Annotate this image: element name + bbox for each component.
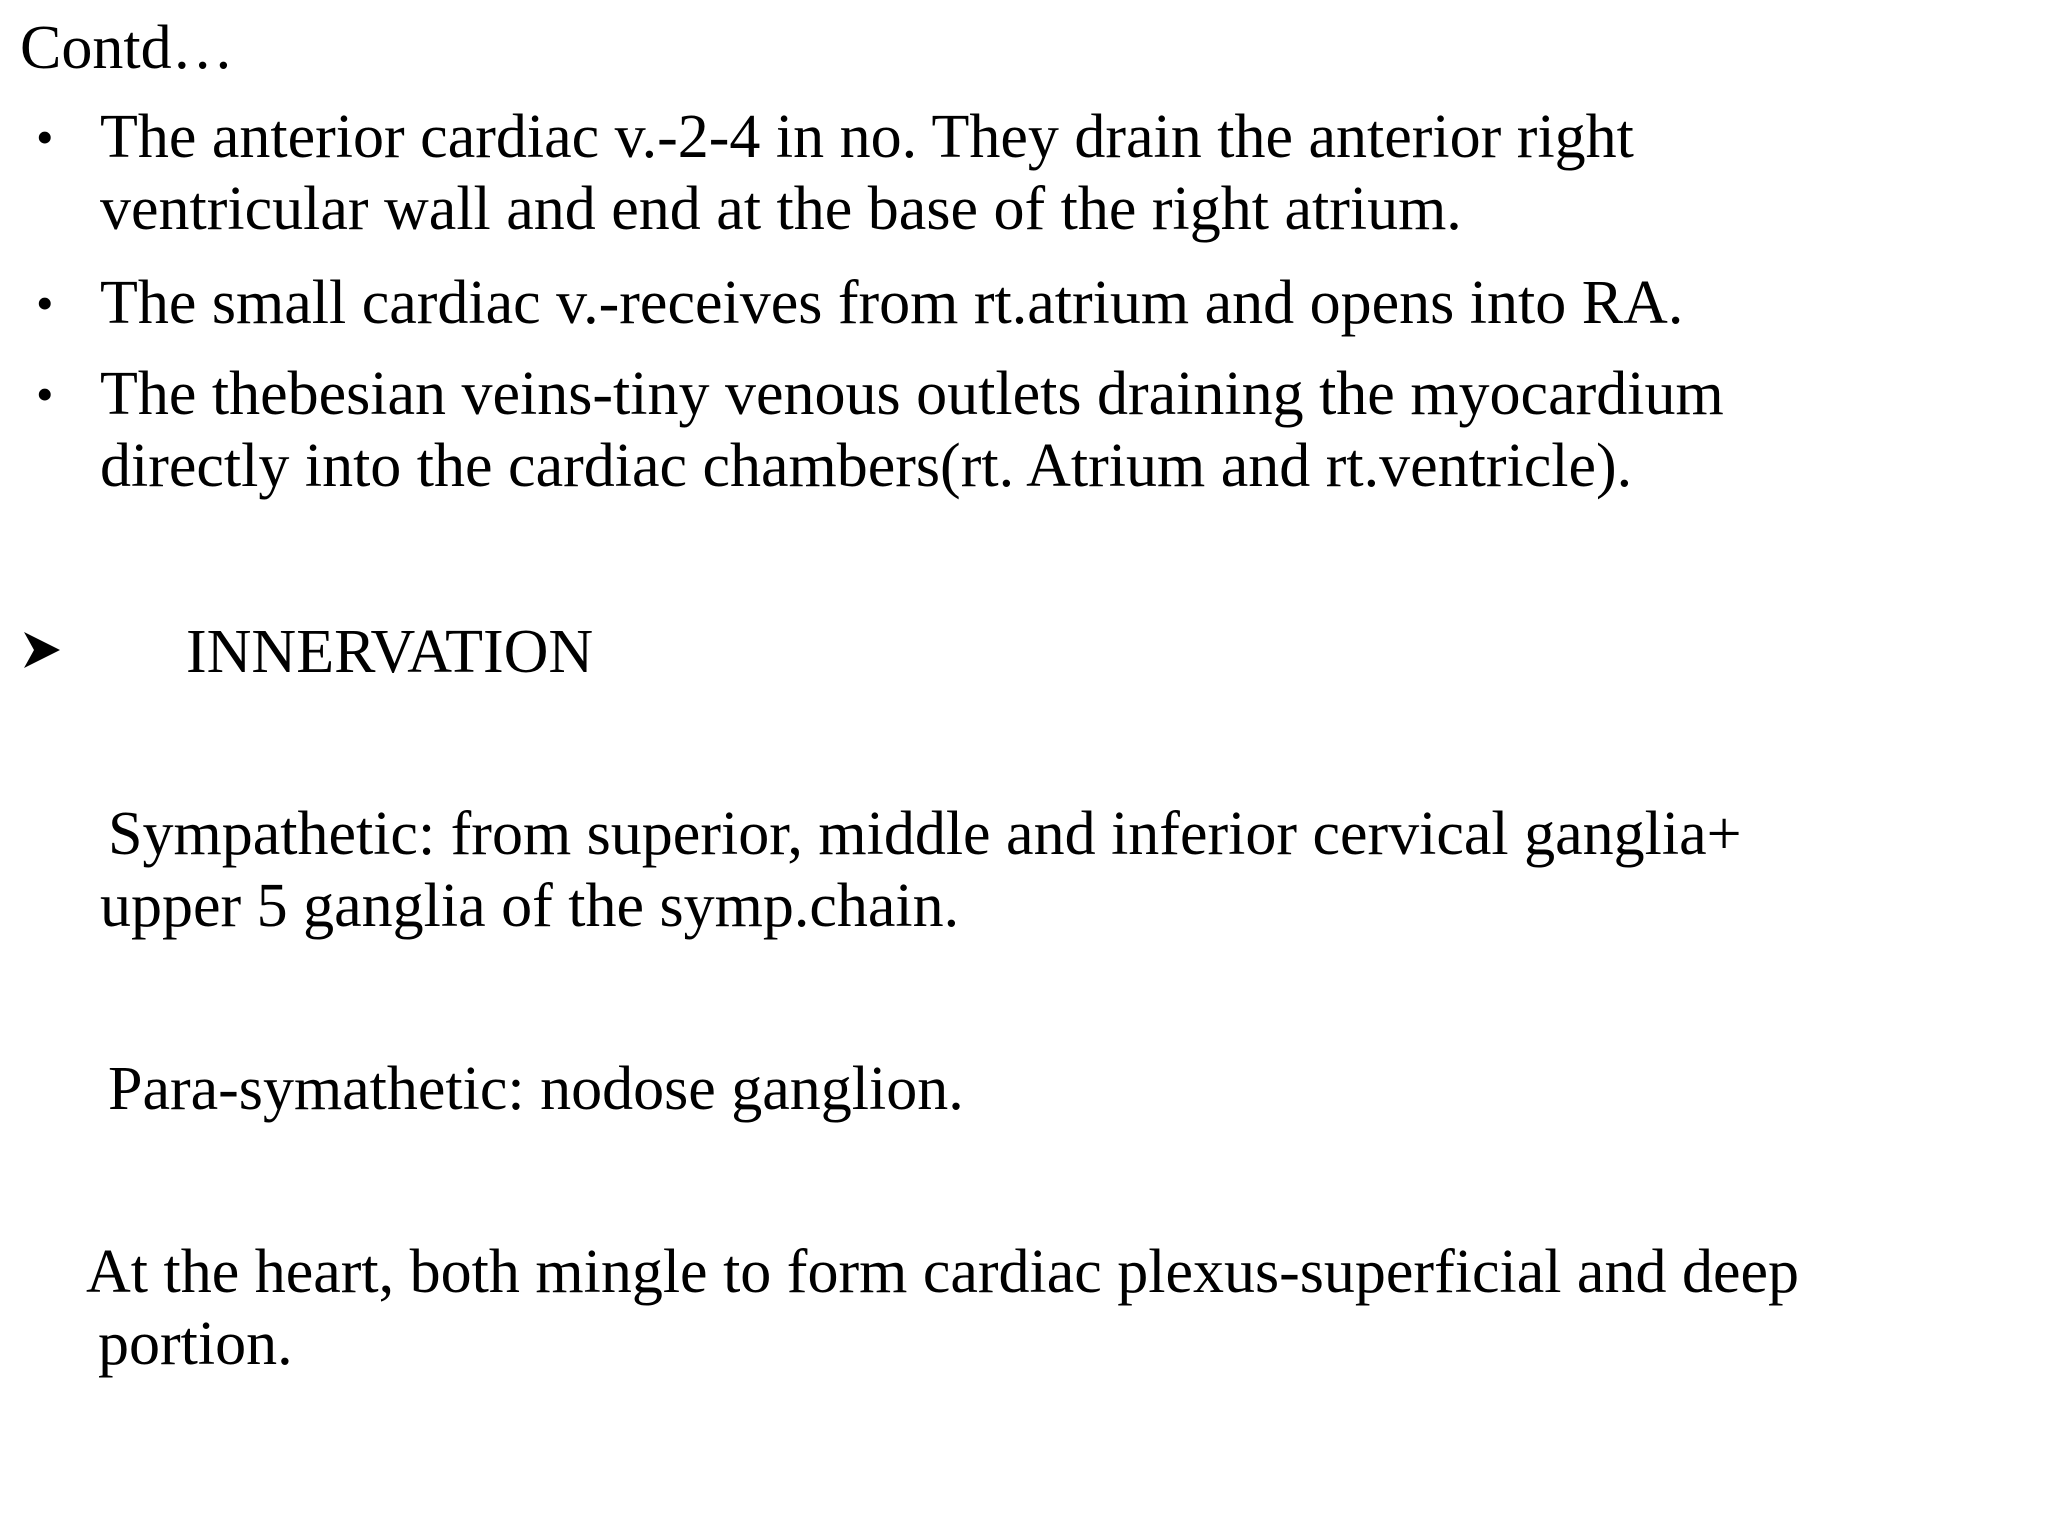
bullet-dot-icon: • (36, 109, 54, 165)
bullet-3-line-2: directly into the cardiac chambers(rt. Atrium and rt.ventricle). (100, 432, 1633, 500)
parasympathetic-line: Para-symathetic: nodose ganglion. (108, 1055, 964, 1123)
bullet-2-line-1: The small cardiac v.-receives from rt.atrium and opens into RA. (100, 269, 1684, 337)
bullet-dot-icon: • (36, 366, 54, 422)
bullet-3-line-1: The thebesian veins-tiny venous outlets draining the myocardium (100, 360, 1724, 428)
slide-heading: Contd… (20, 14, 234, 82)
arrowhead-bullet-icon (22, 630, 62, 670)
heart-line-1: At the heart, both mingle to form cardiac plexus-superficial and deep (86, 1238, 1799, 1306)
bullet-dot-icon: • (36, 275, 54, 331)
bullet-1-line-2: ventricular wall and end at the base of the right atrium. (100, 175, 1462, 243)
sympathetic-line-1: Sympathetic: from superior, middle and inferior cervical ganglia+ (108, 800, 1742, 868)
heart-line-2: portion. (98, 1310, 293, 1378)
section-title: INNERVATION (186, 618, 594, 686)
bullet-1-line-1: The anterior cardiac v.-2-4 in no. They drain the anterior right (100, 103, 1634, 171)
sympathetic-line-2: upper 5 ganglia of the symp.chain. (100, 872, 960, 940)
